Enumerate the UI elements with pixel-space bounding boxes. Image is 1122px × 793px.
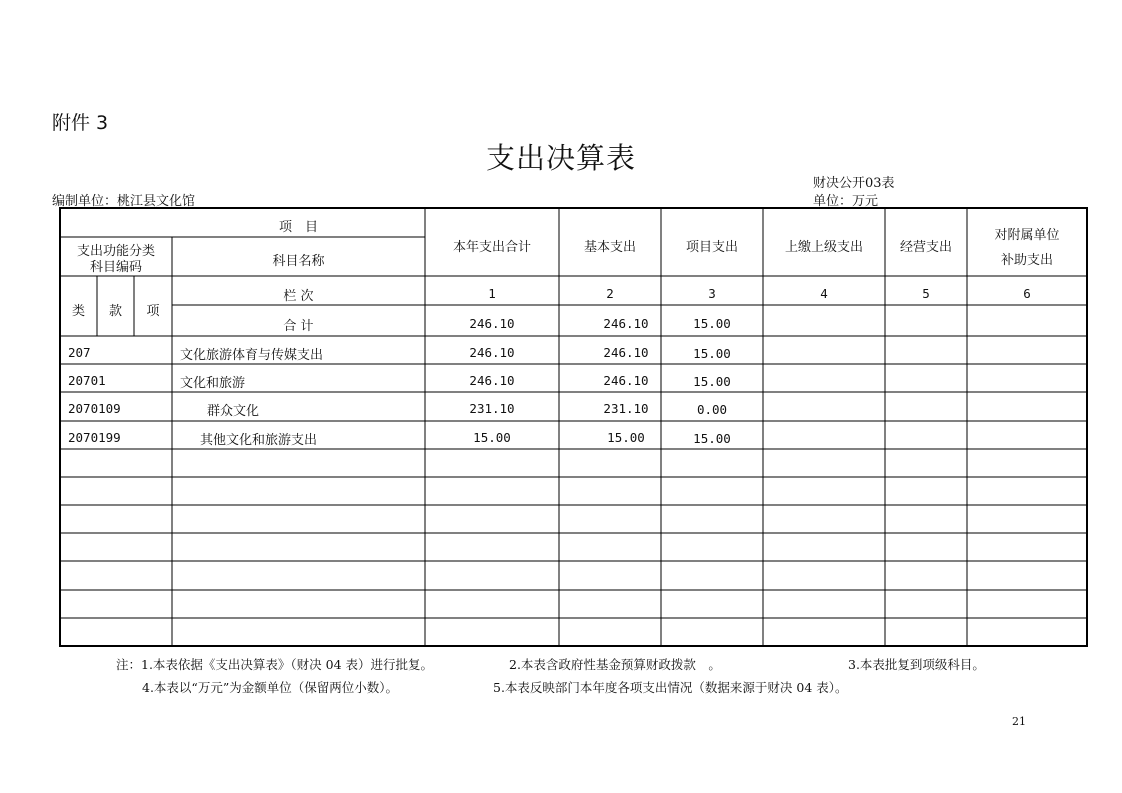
header-col-subsidy-line1: 对附属单位 [994, 228, 1060, 243]
row-value: 0.00 [696, 402, 728, 417]
row-value: 231.10 [603, 401, 649, 416]
row-value: 246.10 [469, 373, 515, 388]
header-col-business: 经营支出 [899, 240, 952, 255]
header-col-basic: 基本支出 [583, 240, 636, 255]
header-lei: 类 [71, 304, 85, 319]
header-col-subsidy-line2: 补助支出 [1000, 253, 1053, 268]
row-name: 文化旅游体育与传媒支出 [180, 348, 324, 363]
header-item: 项 目 [278, 220, 318, 235]
total-row-label: 合 计 [283, 319, 314, 334]
header-col-upper: 上缴上级支出 [784, 240, 863, 255]
form-number: 财决公开03表 [813, 176, 895, 191]
header-subject-name: 科目名称 [272, 254, 325, 269]
row-code: 207 [68, 345, 91, 360]
header-col-total: 本年支出合计 [452, 240, 531, 255]
note-5: 5.本表反映部门本年度各项支出情况（数据来源于财决 04 表）。 [493, 680, 848, 695]
row-name: 文化和旅游 [180, 376, 246, 391]
row-name: 群众文化 [207, 404, 260, 419]
page-title: 支出决算表 [485, 141, 636, 175]
col-num-1: 1 [488, 286, 496, 301]
row-code: 2070109 [68, 401, 121, 416]
header-func-class: 支出功能分类 [76, 244, 155, 259]
col-num-5: 5 [922, 286, 930, 301]
row-value: 15.00 [693, 374, 731, 389]
row-value: 15.00 [473, 430, 511, 445]
unit-label: 单位：万元 [813, 194, 879, 209]
header-kuan: 款 [108, 304, 122, 319]
col-num-2: 2 [606, 286, 614, 301]
total-col-1: 246.10 [469, 316, 515, 331]
row-value: 15.00 [693, 431, 731, 446]
row-value: 246.10 [469, 345, 515, 360]
column-row-label: 栏 次 [283, 289, 314, 304]
row-value: 15.00 [693, 346, 731, 361]
org-label: 编制单位：桃江县文化馆 [52, 194, 196, 209]
note-2: 2.本表含政府性基金预算财政拨款 。 [509, 657, 721, 672]
col-num-6: 6 [1023, 286, 1031, 301]
row-value: 231.10 [469, 401, 515, 416]
row-value: 246.10 [603, 345, 649, 360]
col-num-4: 4 [820, 286, 828, 301]
row-code: 2070199 [68, 430, 121, 445]
row-value: 246.10 [603, 373, 649, 388]
page-number: 21 [1012, 715, 1026, 728]
row-value: 15.00 [607, 430, 645, 445]
attachment-label: 附件 3 [52, 112, 109, 134]
total-col-2: 246.10 [603, 316, 649, 331]
row-code: 20701 [68, 373, 106, 388]
row-name: 其他文化和旅游支出 [200, 433, 318, 448]
header-col-project: 项目支出 [685, 240, 738, 255]
note-3: 3.本表批复到项级科目。 [848, 657, 985, 672]
total-col-3: 15.00 [693, 316, 731, 331]
header-xiang: 项 [146, 304, 160, 319]
header-subject-code: 科目编码 [89, 260, 142, 275]
note-1: 注：1.本表依据《支出决算表》（财决 04 表）进行批复。 [116, 657, 434, 672]
col-num-3: 3 [708, 286, 716, 301]
note-4: 4.本表以“万元”为金额单位（保留两位小数）。 [142, 680, 398, 695]
